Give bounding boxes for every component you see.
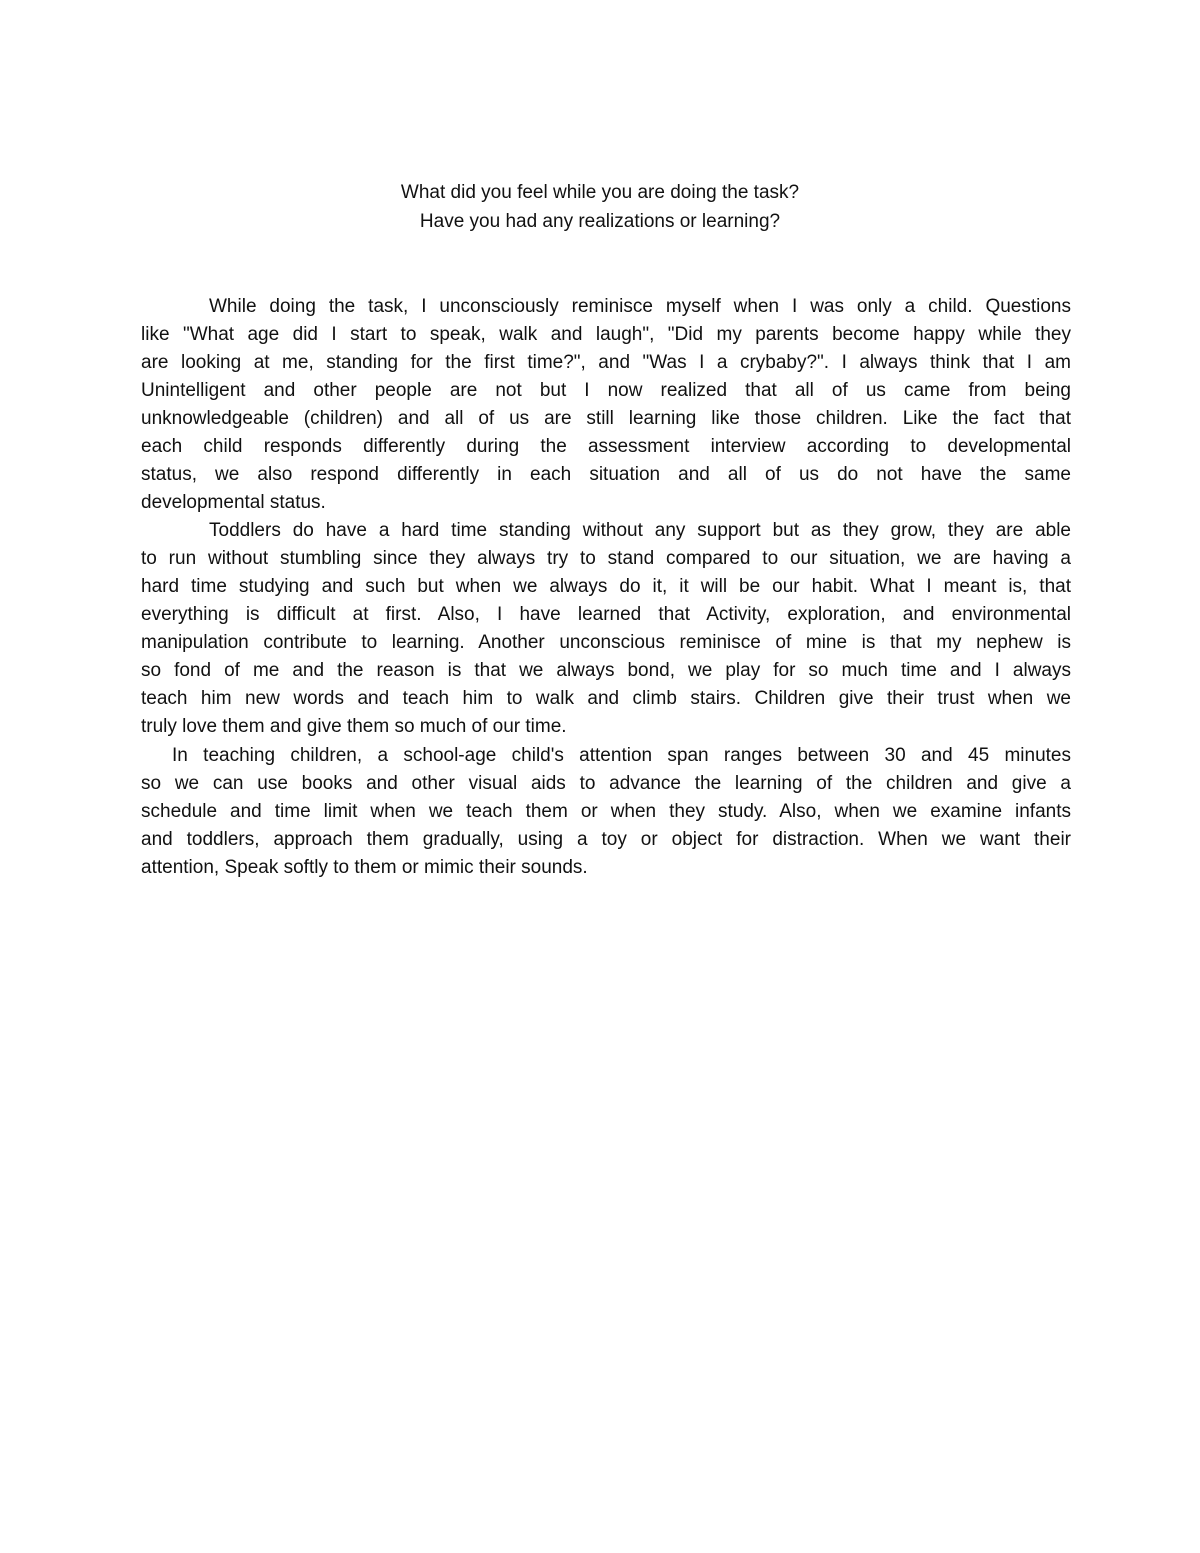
paragraph-line: hard time studying and such but when we always do it, it will be our habit. What I meant is, that (141, 576, 1071, 597)
paragraph-line: teach him new words and teach him to walk and climb stairs. Children give their trust when we (141, 688, 1071, 709)
paragraph-line: attention, Speak softly to them or mimic their sounds. (141, 857, 588, 878)
paragraph-line: status, we also respond differently in each situation and all of us do not have the same (141, 464, 1071, 485)
paragraph-line: are looking at me, standing for the first time?", and "Was I a crybaby?". I always think that I am (141, 352, 1071, 373)
essay-body (141, 293, 1071, 882)
paragraph-line: Unintelligent and other people are not but I now realized that all of us came from being (141, 380, 1071, 401)
paragraph-line: like "What age did I start to speak, walk and laugh", "Did my parents become happy while they (141, 324, 1071, 345)
question-heading-2: Have you had any realizations or learning? (419, 211, 781, 232)
paragraph (141, 517, 1071, 741)
paragraph-line: so we can use books and other visual aids to advance the learning of the children and give a (141, 773, 1071, 794)
paragraph-line: everything is difficult at first. Also, I have learned that Activity, exploration, and environmental (141, 604, 1071, 625)
paragraph-line: In teaching children, a school-age child's attention span ranges between 30 and 45 minutes (172, 745, 1071, 766)
paragraph (141, 742, 1071, 882)
paragraph-line: schedule and time limit when we teach them or when they study. Also, when we examine infants (141, 801, 1071, 822)
paragraph-line: each child responds differently during the assessment interview according to developmental (141, 436, 1071, 457)
paragraph (141, 293, 1071, 517)
paragraph-line: While doing the task, I unconsciously reminisce myself when I was only a child. Questions (209, 296, 1071, 317)
paragraph-line: manipulation contribute to learning. Another unconscious reminisce of mine is that my nephew is (141, 632, 1071, 653)
paragraph-line: Toddlers do have a hard time standing without any support but as they grow, they are able (209, 520, 1071, 541)
paragraph-line: truly love them and give them so much of our time. (141, 716, 567, 737)
paragraph-line: developmental status. (141, 492, 326, 513)
paragraph-line: unknowledgeable (children) and all of us are still learning like those children. Like the fact that (141, 408, 1071, 429)
question-heading-1: What did you feel while you are doing the task? (400, 182, 800, 203)
paragraph-line: so fond of me and the reason is that we always bond, we play for so much time and I always (141, 660, 1071, 681)
paragraph-line: and toddlers, approach them gradually, using a toy or object for distraction. When we want their (141, 829, 1071, 850)
paragraph-line: to run without stumbling since they always try to stand compared to our situation, we are having a (141, 548, 1071, 569)
